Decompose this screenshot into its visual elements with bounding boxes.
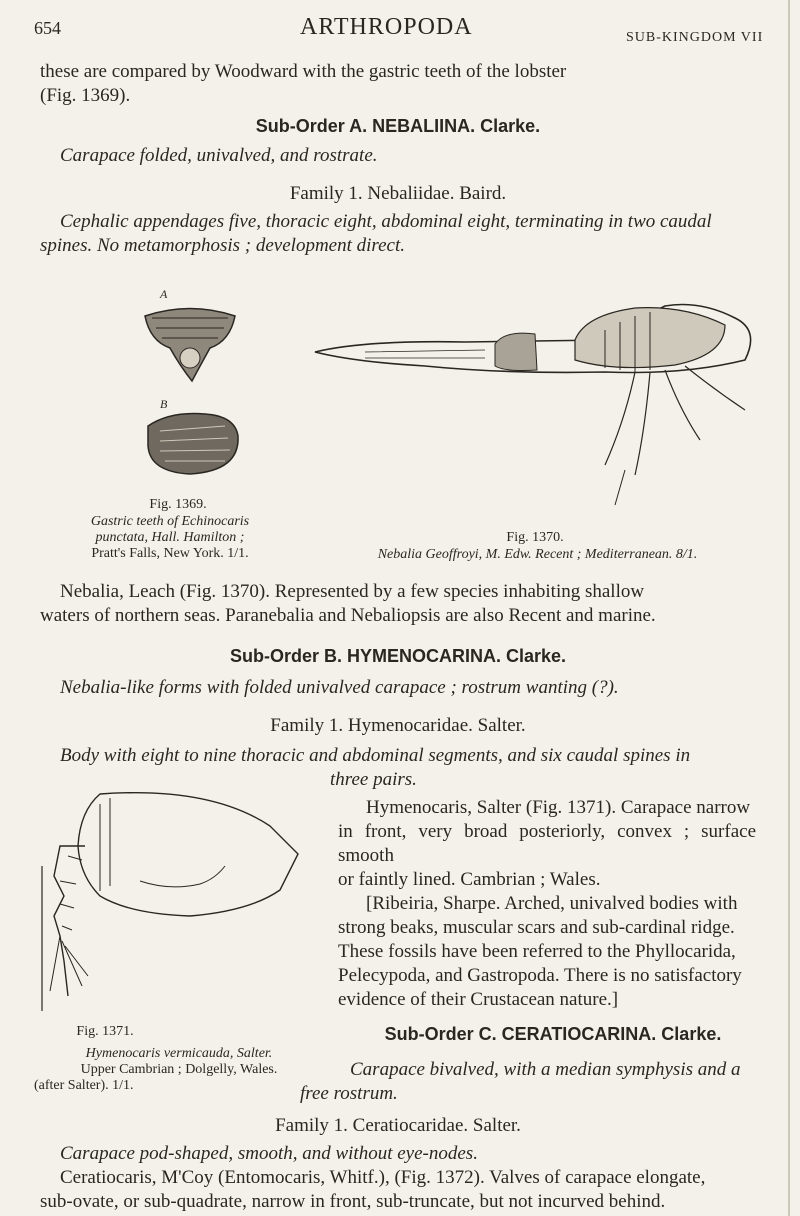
ceratiocaris-paragraph-2: sub-ovate, or sub-quadrate, narrow in front, sub-truncate, but not incurved behind. (40, 1191, 666, 1212)
suborder-c-characters-2: free rostrum. (300, 1083, 398, 1104)
fig-1370-caption: Nebalia Geoffroyi, M. Edw. Recent ; Mediterranean. 8/1. (377, 547, 698, 562)
fig-1369-caption-1: Gastric teeth of Echinocaris (90, 514, 250, 529)
family-ceratiocaridae-heading: Family 1. Ceratiocaridae. Salter. (275, 1115, 521, 1136)
fig-1369-caption-3: Pratt's Falls, New York. 1/1. (91, 546, 249, 561)
page-edge-shadow (788, 0, 790, 1216)
hymenocaris-line-2: in front, very broad posteriorly, convex ; surface smooth (338, 821, 756, 866)
page-number: 654 (34, 18, 61, 38)
suborder-a-heading: Sub-Order A. NEBALIINA. Clarke. (255, 116, 541, 136)
hymenocaris-paragraph (338, 796, 756, 1012)
family-nebaliidae-heading: Family 1. Nebaliidae. Baird. (289, 183, 507, 204)
family-hymenocaridae-desc-2: three pairs. (330, 769, 417, 790)
family-hymenocaridae-heading: Family 1. Hymenocaridae. Salter. (270, 715, 526, 736)
hymenocaris-line-3: or faintly lined. Cambrian ; Wales. (338, 869, 601, 890)
gastric-teeth-figure (130, 286, 250, 486)
hymenocaris-figure (40, 786, 320, 1016)
section-label: SUB-KINGDOM VII (626, 30, 764, 45)
suborder-c-characters-1: Carapace bivalved, with a median symphysis and a (350, 1059, 741, 1080)
suborder-c-heading: Sub-Order C. CERATIOCARINA. Clarke. (384, 1024, 722, 1044)
hymenocaris-line-8: evidence of their Crustacean nature.] (338, 989, 619, 1010)
fig-1370-title: Fig. 1370. (506, 530, 564, 545)
suborder-b-heading: Sub-Order B. HYMENOCARINA. Clarke. (229, 646, 567, 666)
family-nebaliidae-desc-2: spines. No metamorphosis ; development direct. (40, 235, 405, 256)
fig-1369-label-b: B (160, 397, 168, 411)
fig-1369-caption-2: punctata, Hall. Hamilton ; (95, 530, 245, 545)
fig-1371-caption-2: Upper Cambrian ; Dolgelly, Wales. (80, 1062, 278, 1077)
fig-1371-caption-3: (after Salter). 1/1. (34, 1078, 134, 1093)
family-nebaliidae-desc-1: Cephalic appendages five, thoracic eight, abdominal eight, terminating in two caudal (60, 211, 712, 232)
nebalia-paragraph-2: waters of northern seas. Paranebalia and Nebaliopsis are also Recent and marine. (40, 605, 656, 626)
hymenocaris-line-1: Hymenocaris, Salter (Fig. 1371). Carapace narrow (366, 797, 751, 818)
intro-line-1: these are compared by Woodward with the gastric teeth of the lobster (40, 61, 567, 82)
nebalia-paragraph-1: Nebalia, Leach (Fig. 1370). Represented by a few species inhabiting shallow (60, 581, 645, 602)
hymenocaris-line-5: strong beaks, muscular scars and sub-cardinal ridge. (338, 917, 735, 938)
intro-line-2: (Fig. 1369). (40, 85, 131, 106)
fig-1371-caption-1: Hymenocaris vermicauda, Salter. (85, 1046, 273, 1061)
family-ceratiocaridae-desc: Carapace pod-shaped, smooth, and without eye-nodes. (60, 1143, 478, 1164)
suborder-a-characters: Carapace folded, univalved, and rostrate. (60, 145, 378, 166)
suborder-b-characters: Nebalia-like forms with folded univalved carapace ; rostrum wanting (?). (60, 677, 619, 698)
hymenocaris-line-6: These fossils have been referred to the Phyllocarida, (338, 941, 736, 962)
running-title: ARTHROPODA (300, 14, 473, 40)
fig-1369-label-a: A (160, 287, 168, 301)
fig-1369-title: Fig. 1369. (149, 497, 207, 512)
hymenocaris-line-4: [Ribeiria, Sharpe. Arched, univalved bodies with (366, 893, 738, 914)
family-hymenocaridae-desc-1: Body with eight to nine thoracic and abdominal segments, and six caudal spines in (60, 745, 691, 766)
hymenocaris-line-7: Pelecypoda, and Gastropoda. There is no satisfactory (338, 965, 742, 986)
ceratiocaris-paragraph-1: Ceratiocaris, M'Coy (Entomocaris, Whitf.), (Fig. 1372). Valves of carapace elongate, (60, 1167, 706, 1188)
nebalia-figure (305, 300, 760, 520)
fig-1371-title: Fig. 1371. (76, 1024, 134, 1039)
